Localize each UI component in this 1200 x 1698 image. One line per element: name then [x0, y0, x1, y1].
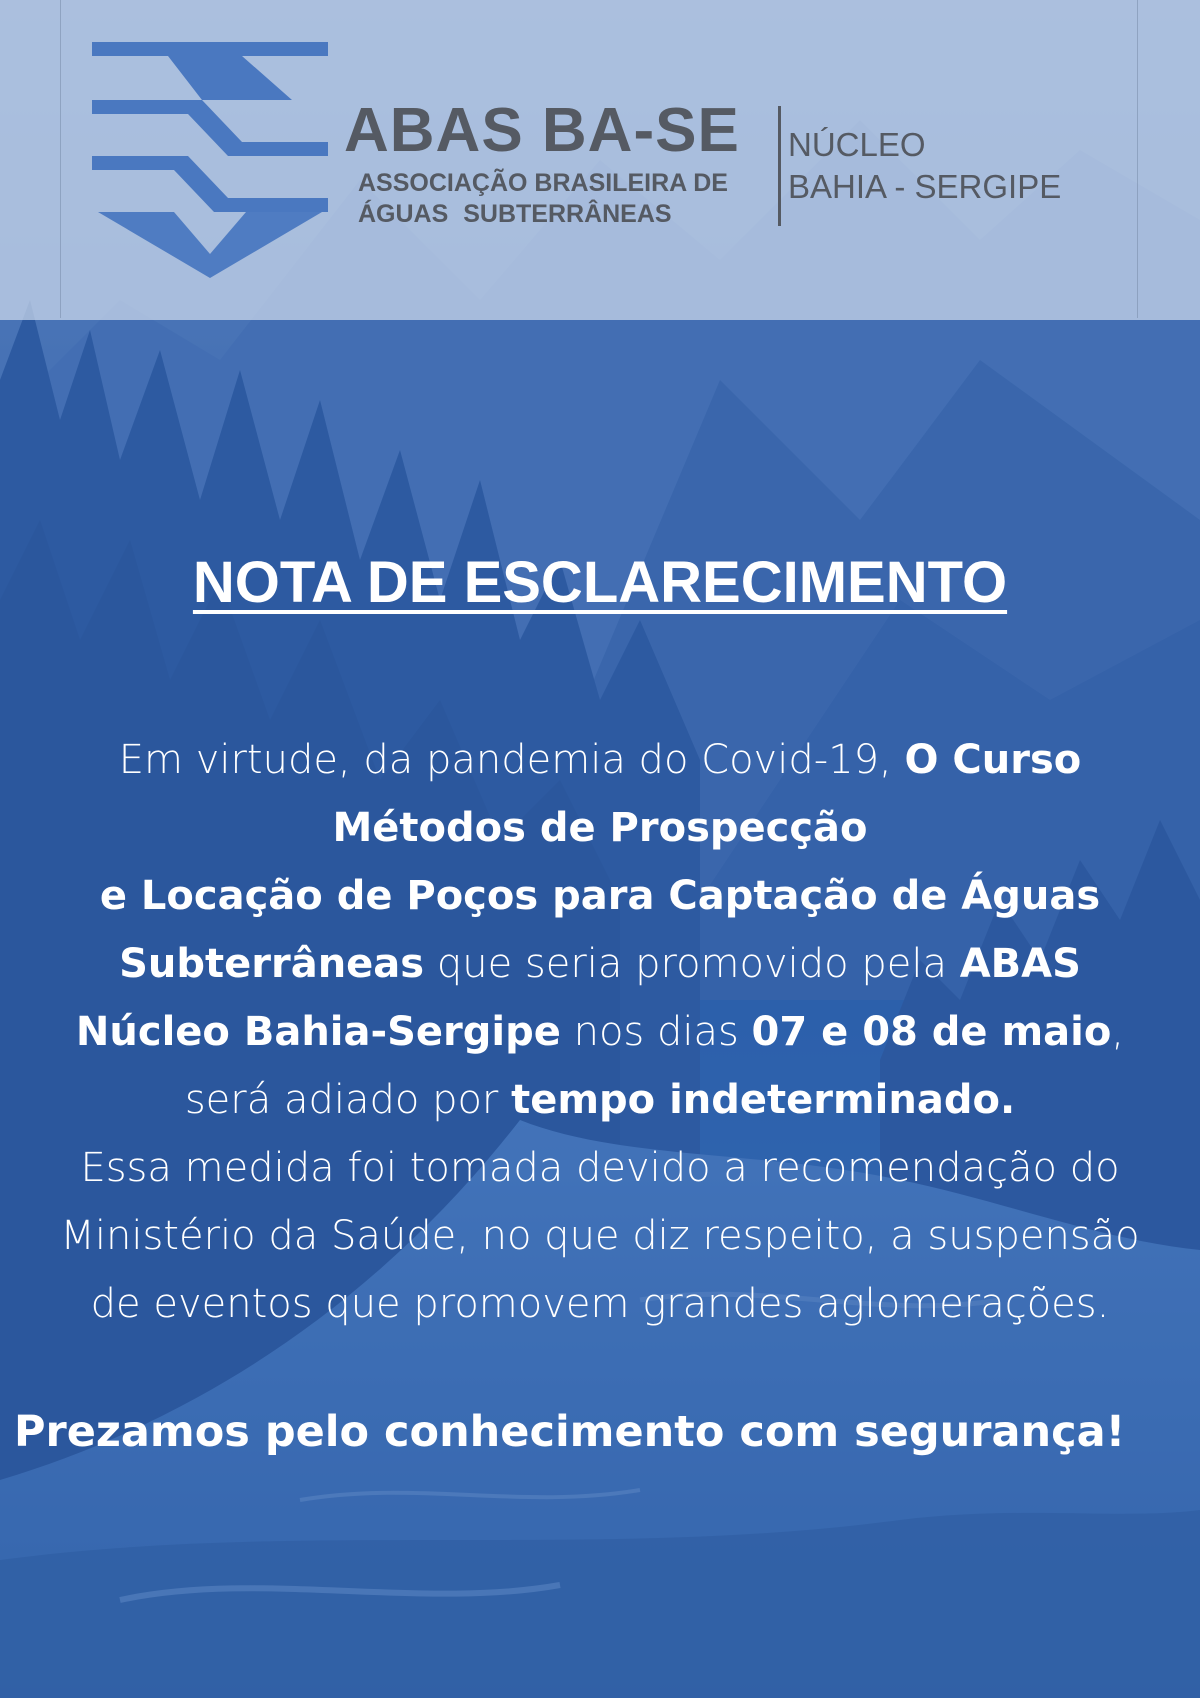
notice-text-bold: Métodos de Prospecção — [332, 805, 868, 851]
notice-text-bold: ABAS — [959, 941, 1081, 987]
notice-text-bold: Subterrâneas — [119, 941, 425, 987]
notice-text-bold: Núcleo Bahia-Sergipe — [75, 1009, 561, 1055]
notice-line: Ministério da Saúde, no que diz respeito, a suspensão — [60, 1213, 1140, 1259]
notice-line — [0, 862, 1200, 930]
notice-line — [0, 726, 1200, 794]
header-divider — [778, 106, 781, 226]
notice-text: que seria promovido pela — [424, 941, 960, 987]
notice-text: Em virtude, da pandemia do Covid-19, — [118, 737, 905, 783]
closing-line: Prezamos pelo conhecimento com segurança! — [14, 1407, 1126, 1457]
notice-text: será adiado por — [184, 1077, 512, 1123]
notice-text: nos dias — [560, 1009, 752, 1055]
org-fullname-line2: ÁGUAS SUBTERRÂNEAS — [358, 200, 672, 228]
notice-line — [0, 794, 1200, 862]
nucleus-label-line2: BAHIA - SERGIPE — [788, 168, 1062, 205]
notice-text-bold: 07 e 08 de maio — [751, 1009, 1112, 1055]
notice-line — [0, 930, 1200, 998]
org-fullname-line1: ASSOCIAÇÃO BRASILEIRA DE — [358, 169, 728, 197]
notice-text: , — [1111, 1009, 1125, 1055]
notice-text-bold: O Curso — [904, 737, 1082, 783]
notice-line — [0, 1066, 1200, 1134]
notice-line — [0, 998, 1200, 1066]
abas-wave-emblem-icon — [92, 42, 328, 278]
org-acronym: ABAS BA-SE — [344, 96, 740, 165]
nucleus-label-line1: NÚCLEO — [788, 126, 926, 163]
notice-title: NOTA DE ESCLARECIMENTO — [192, 550, 1008, 615]
notice-line: de eventos que promovem grandes aglomerações. — [90, 1281, 1110, 1327]
notice-line: Essa medida foi tomada devido a recomendação do — [80, 1145, 1120, 1191]
notice-text-bold: e Locação de Poços para Captação de Águas — [99, 873, 1101, 919]
notice-text-bold: tempo indeterminado. — [511, 1077, 1016, 1123]
notice-body — [0, 726, 1200, 1338]
